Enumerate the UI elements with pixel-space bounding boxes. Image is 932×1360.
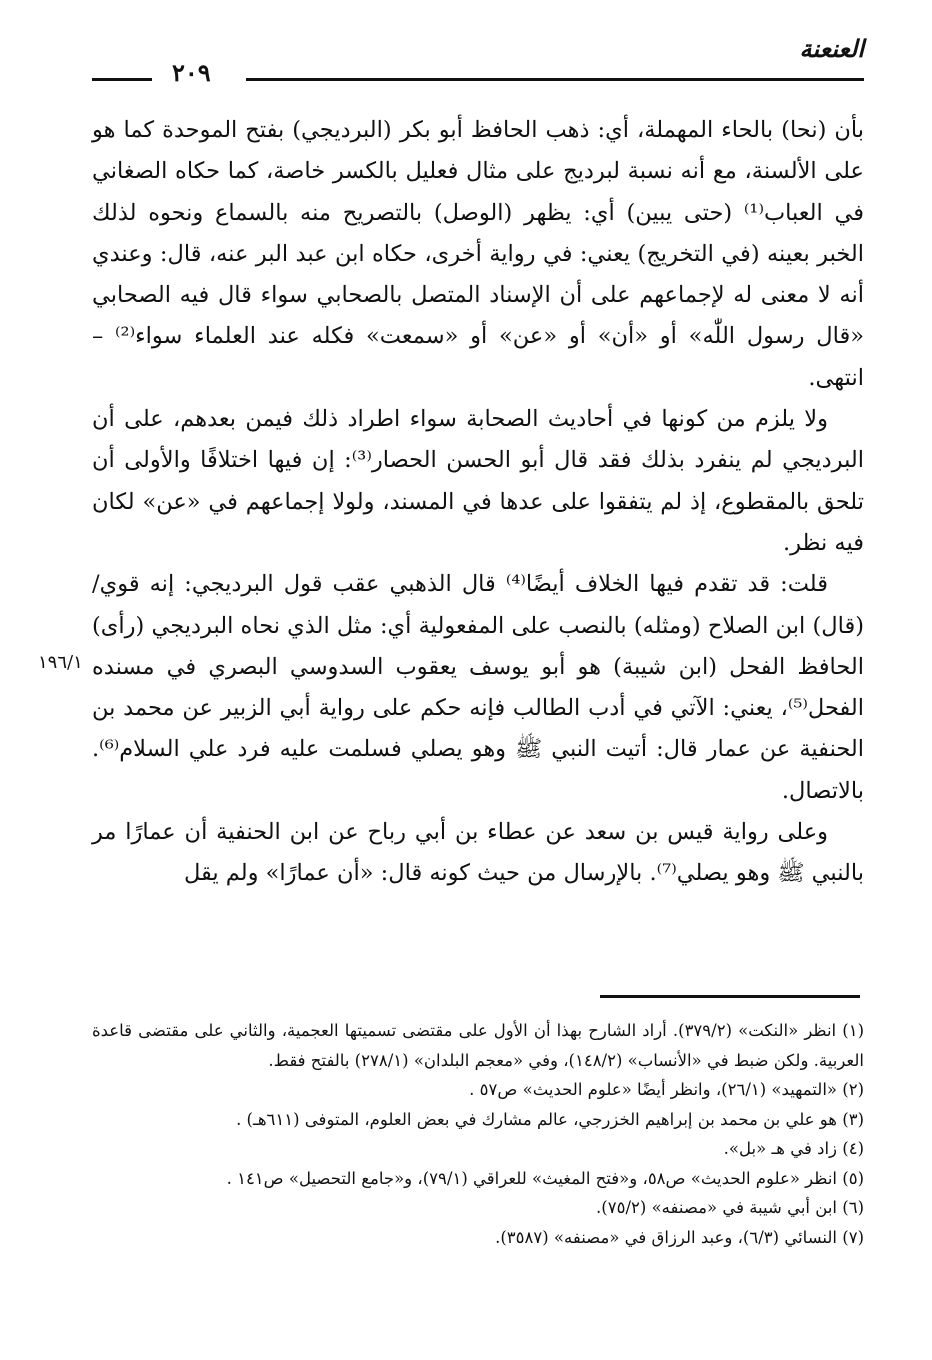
manuscript-folio-note: ١٩٦/١	[38, 652, 83, 673]
paragraph: وعلى رواية قيس بن سعد عن عطاء بن أبي رباح عن ابن الحنفية أن عمارًا مر بالنبي ﷺ وهو يصلي⁽⁷⁾. بالإرسال من حيث كونه قال: «أن عمارًا» ولم يقل	[92, 819, 864, 887]
header-rule	[246, 78, 864, 81]
header-rule-short	[92, 78, 152, 81]
footnote-2: (٢) «التمهيد» (٢٦/١)، وانظر أيضًا «علوم الحديث» ص٥٧ .	[469, 1080, 864, 1099]
footnotes	[92, 1016, 864, 1252]
paragraph: قلت: قد تقدم فيها الخلاف أيضًا⁽⁴⁾ قال الذهبي عقب قول البرديجي: إنه قوي/ (قال) ابن الصلاح (ومثله) بالنصب على المفعولية أي: مثل الذي نحاه البرديجي (رأى) الحافظ الفحل (ابن شيبة) هو أبو يوسف يعقوب السدوسي البصري في مسنده الفحل⁽⁵⁾، يعني: الآتي في أدب الطالب فإنه حكم على رواية أبي الزبير عن محمد بن الحنفية عن عمار قال: أتيت النبي ﷺ وهو يصلي فسلمت عليه فرد علي السلام⁽⁶⁾. بالاتصال.	[92, 571, 864, 804]
footnote-3: (٣) هو علي بن محمد بن إبراهيم الخزرجي، عالم مشارك في بعض العلوم، المتوفى (٦١١هـ) .	[236, 1109, 864, 1129]
footnote-5: (٥) انظر «علوم الحديث» ص٥٨، و«فتح المغيث» للعراقي (٧٩/١)، و«جامع التحصيل» ص١٤١ .	[226, 1168, 864, 1188]
main-text	[92, 110, 864, 895]
paragraph: ولا يلزم من كونها في أحاديث الصحابة سواء اطراد ذلك فيمن بعدهم، على أن البرديجي لم ينفرد بذلك فقد قال أبو الحسن الحصار⁽³⁾: إن فيها اختلافًا والأولى أن تلحق بالمقطوع، إذ لم يتفقوا على عدها في المسند، ولولا إجماعهم في «عن» لكان فيه نظر.	[92, 406, 864, 556]
running-header	[84, 34, 864, 94]
paragraph: بأن (نحا) بالحاء المهملة، أي: ذهب الحافظ أبو بكر (البرديجي) بفتح الموحدة كما هو على الألسنة، مع أنه نسبة لبرديج على مثال فعليل بالكسر خاصة، كما حكاه الصغاني في العباب⁽¹⁾ (حتى يبين) أي: يظهر (الوصل) بالتصريح منه بالسماع ونحوه لذلك الخبر بعينه (في التخريج) يعني: في رواية أخرى، حكاه ابن عبد البر عنه، قال: وعندي أنه لا معنى له لإجماعهم على أن الإسناد المتصل بالصحابي سواء قال فيه الصحابي «قال رسول اللّٰه» أو «أن» أو «عن» أو «سمعت» فكله عند العلماء سواء⁽²⁾ – انتهى.	[92, 117, 864, 391]
chapter-title: العنعنة	[799, 34, 864, 63]
footnote-7: (٧) النسائي (٦/٣)، وعبد الرزاق في «مصنفه» (٣٥٨٧).	[495, 1227, 864, 1247]
footnote-6: (٦) ابن أبي شيبة في «مصنفه» (٧٥/٢).	[596, 1198, 864, 1217]
footnote-1: (١) انظر «النكت» (٣٧٩/٢). أراد الشارح بهذا أن الأول على مقتضى تسميتها العجمية، والثاني على مقتضى قاعدة العربية. ولكن ضبط في «الأنساب» (١٤٨/٢)، وفي «معجم البلدان» (٢٧٨/١) بالفتح فقط.	[92, 1021, 864, 1070]
footnote-separator	[600, 995, 860, 998]
page-number: ٢٠٩	[172, 58, 211, 87]
footnote-4: (٤) زاد في هـ «بل».	[723, 1139, 864, 1158]
